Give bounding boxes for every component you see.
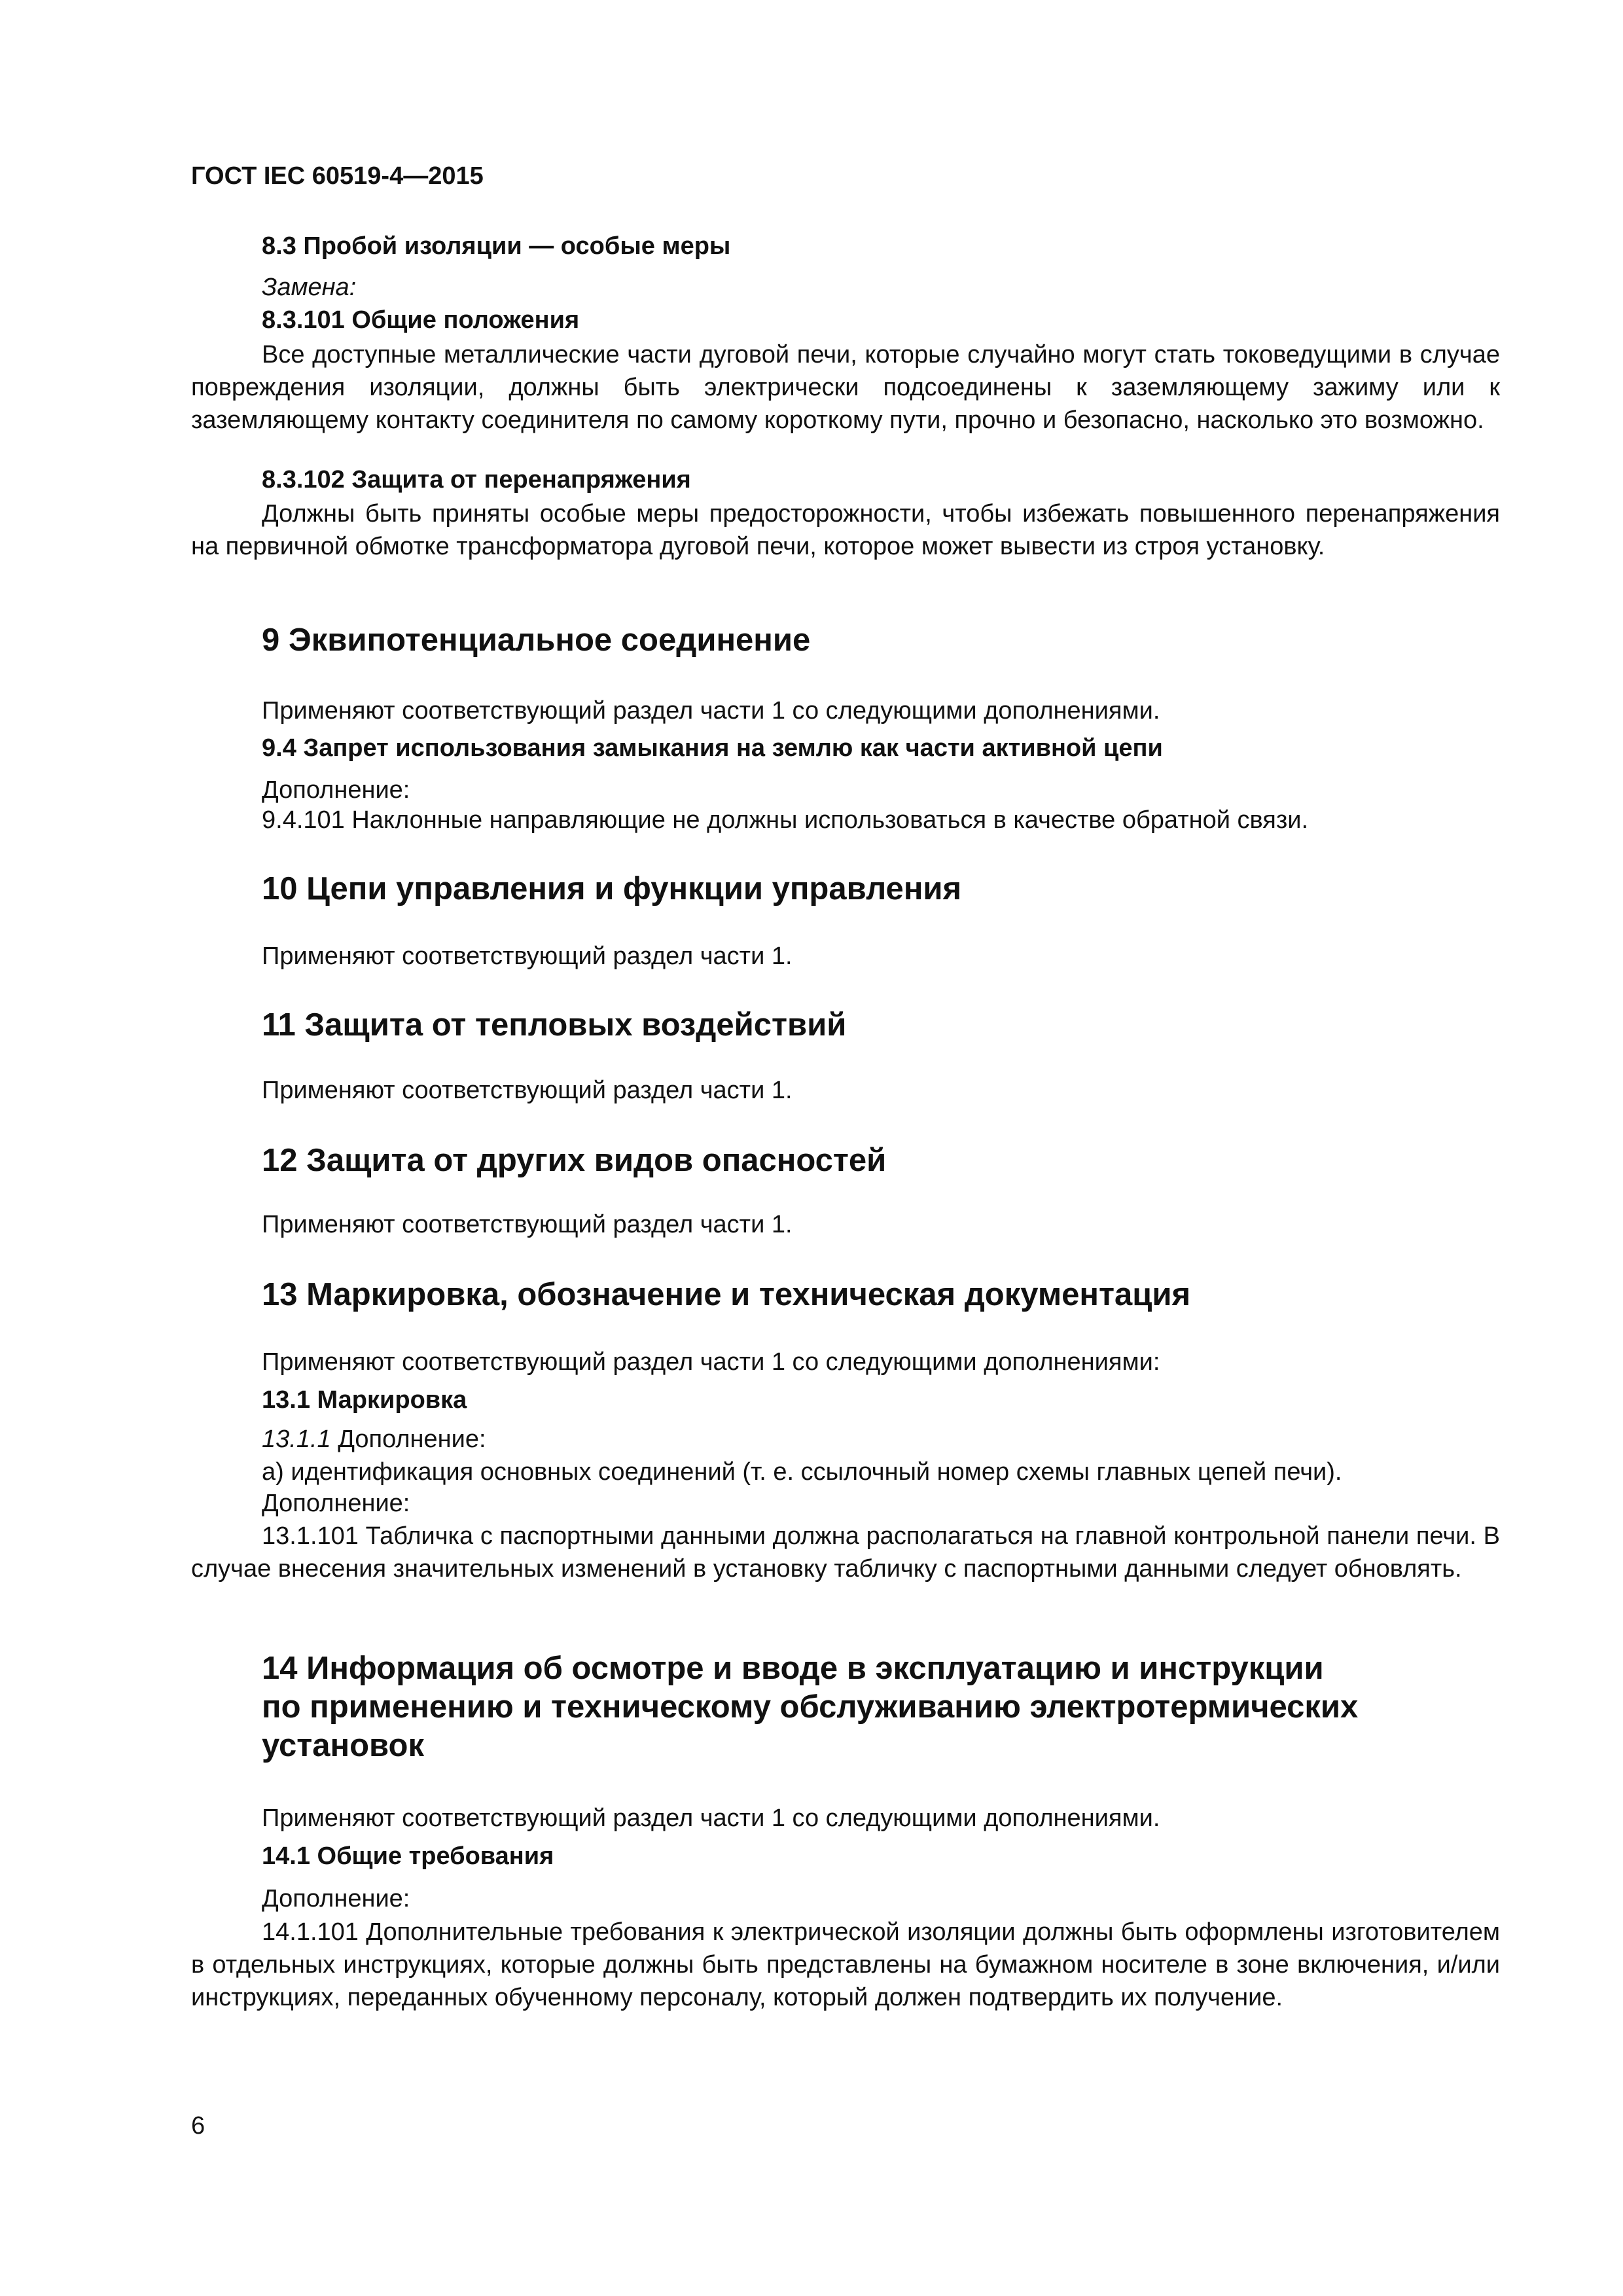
section-13-1-1-label: Дополнение:	[330, 1426, 486, 1453]
replacement-note: Замена:	[262, 274, 357, 301]
section-9-4-title: 9.4 Запрет использования замыкания на землю как части активной цепи	[262, 734, 1163, 762]
section-14-heading	[262, 1649, 1440, 1765]
section-13-1-1-number: 13.1.1	[262, 1426, 331, 1453]
section-8-3-102-text: Должны быть приняты особые меры предосторожности, чтобы избежать повышенного перенапряжения на первичной обмотке трансформатора дуговой печи, которое может вывести из строя установку.	[191, 500, 1500, 560]
section-13-text: Применяют соответствующий раздел части 1 со следующими дополнениями:	[262, 1348, 1160, 1376]
section-13-1-title: 13.1 Маркировка	[262, 1386, 467, 1414]
section-9-heading: 9 Эквипотенциальное соединение	[262, 622, 811, 658]
section-13-addition: Дополнение:	[262, 1490, 410, 1517]
section-14-text: Применяют соответствующий раздел части 1 со следующими дополнениями.	[262, 1804, 1160, 1832]
section-8-3-101-text: Все доступные металлические части дуговой печи, которые случайно могут стать токоведущими в случае повреждения изоляции, должны быть электрически подсоединены к заземляющему зажиму или к заземляющему контакту соединителя по самому короткому пути, прочно и безопасно, насколько это возможно.	[191, 341, 1500, 434]
section-8-3-title: 8.3 Пробой изоляции — особые меры	[262, 232, 731, 260]
section-9-addition: Дополнение:	[262, 776, 410, 804]
section-13-1-1-item-a: а) идентификация основных соединений (т. е. ссылочный номер схемы главных цепей печи).	[262, 1458, 1342, 1486]
section-14-1-101-text: 14.1.101 Дополнительные требования к электрической изоляции должны быть оформлены изготовителем в отдельных инструкциях, которые должны быть представлены на бумажном носителе в зоне включения, и/или инструкциях, переданных обученному персоналу, который должен подтвердить их получение.	[191, 1918, 1500, 2011]
section-11-heading: 11 Защита от тепловых воздействий	[262, 1007, 847, 1043]
section-12-heading: 12 Защита от других видов опасностей	[262, 1143, 887, 1178]
section-11-text: Применяют соответствующий раздел части 1.	[262, 1077, 793, 1104]
page-number: 6	[191, 2112, 205, 2140]
section-12-text: Применяют соответствующий раздел части 1.	[262, 1211, 793, 1238]
section-8-3-101-title: 8.3.101 Общие положения	[262, 306, 580, 334]
section-9-text: Применяют соответствующий раздел части 1 со следующими дополнениями.	[262, 697, 1160, 725]
section-13-heading: 13 Маркировка, обозначение и техническая документация	[262, 1277, 1191, 1312]
section-8-3-102-title: 8.3.102 Защита от перенапряжения	[262, 466, 691, 493]
section-14-heading-line-2: по применению и техническому обслуживанию электротермических	[262, 1689, 1359, 1725]
section-14-heading-line-3: установок	[262, 1728, 424, 1763]
section-13-1-1-line	[262, 1426, 486, 1454]
section-13-1-101-text: 13.1.101 Табличка с паспортными данными должна располагаться на главной контрольной панели печи. В случае внесения значительных изменений в установку табличку с паспортными данными следует обновлять.	[191, 1522, 1500, 1583]
document-code: ГОСТ IEC 60519-4—2015	[191, 162, 484, 190]
section-10-heading: 10 Цепи управления и функции управления	[262, 871, 962, 906]
section-14-1-title: 14.1 Общие требования	[262, 1842, 554, 1870]
section-14-heading-line-1: 14 Информация об осмотре и вводе в эксплуатацию и инструкции	[262, 1651, 1324, 1686]
section-10-text: Применяют соответствующий раздел части 1.	[262, 942, 793, 970]
section-9-4-101-text: 9.4.101 Наклонные направляющие не должны использоваться в качестве обратной связи.	[262, 806, 1309, 834]
section-14-addition: Дополнение:	[262, 1885, 410, 1912]
